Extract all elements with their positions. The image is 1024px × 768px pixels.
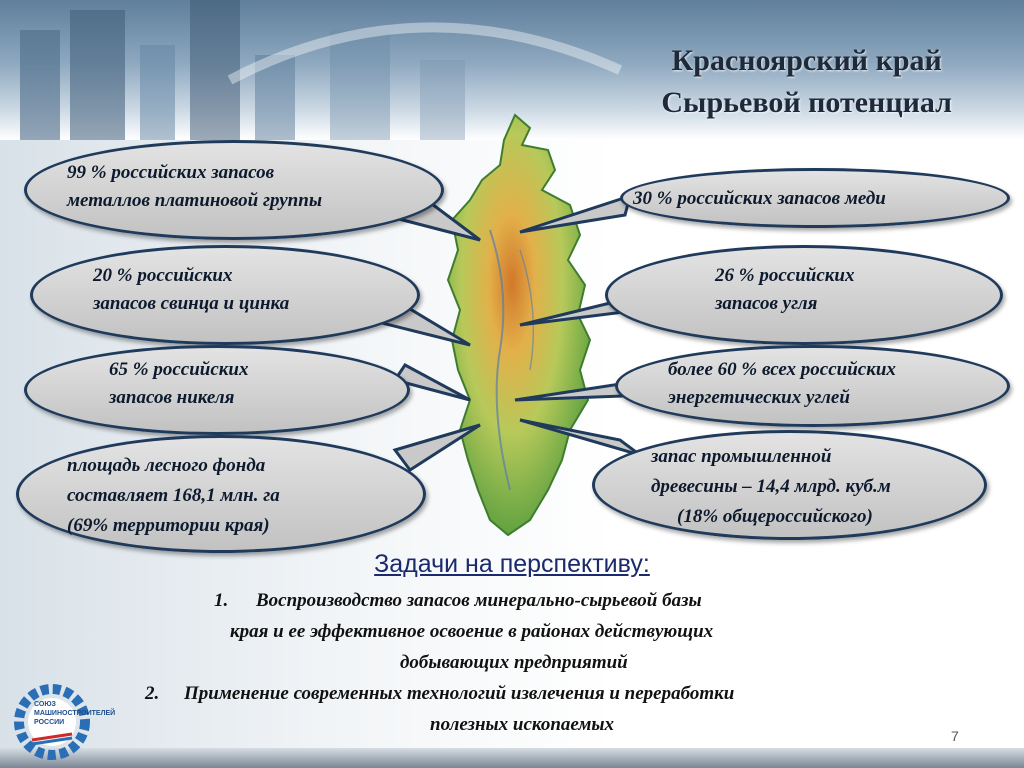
task-1-line-3: добывающих предприятий — [400, 652, 628, 673]
callout-coal-line-2: запасов угля — [715, 293, 818, 314]
callout-copper — [620, 168, 1010, 228]
callout-coal — [605, 245, 1003, 345]
callout-coal-line-1: 26 % российских — [715, 265, 855, 286]
title-line-2: Сырьевой потенциал — [661, 86, 952, 119]
task-2-number: 2. — [145, 683, 160, 704]
task-1-line-2: края и ее эффективное освоение в районах действующих — [230, 621, 714, 642]
callout-nickel — [24, 345, 410, 435]
task-2-line-1: Применение современных технологий извлечения и переработки — [184, 683, 735, 704]
footer-bar — [0, 748, 1024, 768]
callout-lead-zinc-line-2: запасов свинца и цинка — [93, 293, 290, 314]
callout-forest-line-1: площадь лесного фонда — [67, 455, 266, 476]
callout-timber-line-1: запас промышленной — [651, 446, 832, 467]
logo-text-line-2: МАШИНОСТРОИТЕЛЕЙ — [34, 710, 116, 717]
callout-lead-zinc-line-1: 20 % российских — [93, 265, 233, 286]
page-number: 7 — [951, 728, 959, 744]
callout-energy-coal-line-2: энергетических углей — [668, 387, 850, 408]
callout-timber — [592, 430, 987, 540]
logo-text-line-3: РОССИИ — [34, 719, 65, 726]
callout-forest-line-2: составляет 168,1 млн. га — [67, 485, 280, 506]
callout-energy-coal-line-1: более 60 % всех российских — [668, 359, 896, 380]
task-1-number: 1. — [214, 590, 229, 611]
task-2-line-2: полезных ископаемых — [430, 714, 615, 735]
callout-platinum-line-2: металлов платиновой группы — [67, 190, 322, 211]
task-1-line-1: Воспроизводство запасов минерально-сырьевой базы — [256, 590, 702, 611]
callout-platinum — [24, 140, 444, 240]
callout-timber-line-3: (18% общероссийского) — [677, 506, 873, 527]
callout-lead-zinc — [30, 245, 420, 345]
callout-forest-line-3: (69% территории края) — [67, 515, 270, 536]
logo-text-line-1: СОЮЗ — [34, 701, 56, 708]
callout-nickel-line-2: запасов никеля — [109, 387, 235, 408]
callout-platinum-line-1: 99 % российских запасов — [67, 162, 275, 183]
title-line-1: Красноярский край — [671, 44, 942, 77]
callout-copper-line-1: 30 % российских запасов меди — [633, 188, 886, 209]
callout-timber-line-2: древесины – 14,4 млрд. куб.м — [651, 476, 891, 497]
tasks-heading: Задачи на перспективу: — [374, 550, 650, 578]
callout-energy-coal — [615, 345, 1010, 427]
logo-text — [34, 700, 115, 727]
callout-nickel-line-1: 65 % российских — [109, 359, 249, 380]
callout-forest — [16, 435, 426, 553]
